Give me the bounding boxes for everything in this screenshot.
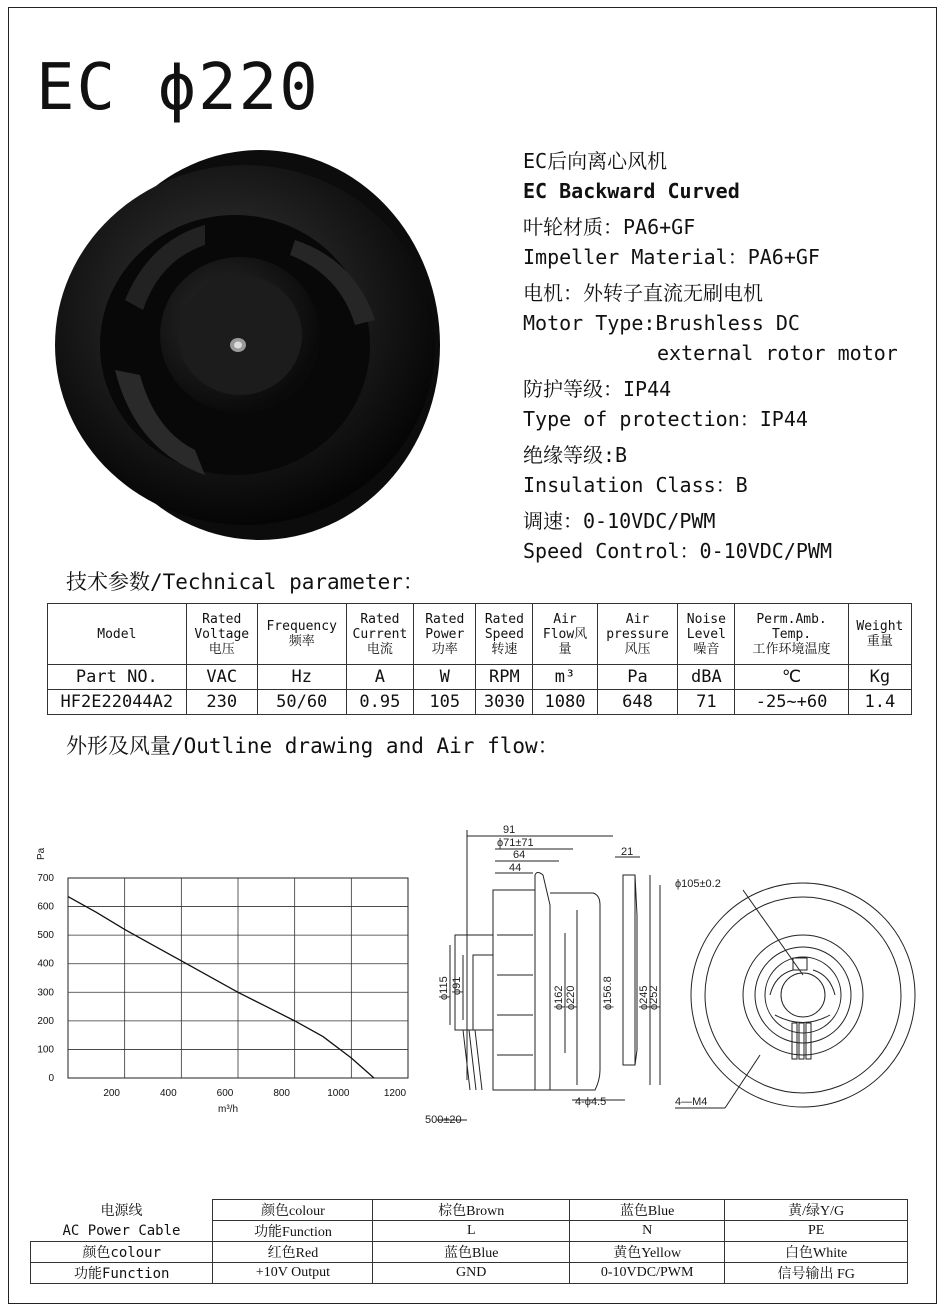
spec-motor-en-2: external rotor motor	[657, 341, 898, 365]
y-tick-label: 0	[48, 1073, 54, 1084]
section-outline-drawing: 外形及风量/Outline drawing and Air flow：	[66, 734, 559, 758]
unit-cell: Hz	[257, 665, 346, 690]
spec-insulation-en: Insulation Class：B	[523, 473, 748, 497]
spec-type-zh: EC后向离心风机	[523, 149, 668, 173]
svg-text:ϕ156.8: ϕ156.8	[602, 976, 614, 1010]
profile-view-labels	[575, 846, 660, 1108]
wiring-cell: 黄色Yellow	[570, 1242, 725, 1263]
spec-speed-zh: 调速：0-10VDC/PWM	[523, 509, 716, 533]
svg-text:500±20: 500±20	[425, 1114, 462, 1126]
value-cell: 71	[678, 690, 735, 715]
wiring-row	[31, 1221, 908, 1242]
x-tick-label: 600	[216, 1088, 234, 1099]
unit-cell: Kg	[848, 665, 911, 690]
unit-cell: ℃	[735, 665, 848, 690]
header-voltage: Rated Voltage 电压	[186, 604, 257, 665]
wiring-label-colour: 颜色colour	[31, 1242, 213, 1263]
wiring-cell: PE	[725, 1221, 908, 1242]
svg-text:ϕ91: ϕ91	[451, 976, 463, 995]
x-tick-label: 1000	[327, 1088, 350, 1099]
airflow-pressure-chart	[28, 840, 428, 1120]
wiring-cell: 颜色colour	[213, 1200, 373, 1221]
wiring-cell: 棕色Brown	[373, 1200, 570, 1221]
wiring-row	[31, 1200, 908, 1221]
y-tick-label: 600	[37, 901, 54, 913]
wiring-row	[31, 1242, 908, 1263]
header-noise: Noise Level 噪音	[678, 604, 735, 665]
value-cell: 105	[414, 690, 476, 715]
x-tick-label: 800	[273, 1088, 291, 1099]
y-tick-label: 700	[37, 873, 54, 884]
svg-text:4—M4: 4—M4	[675, 1096, 708, 1108]
value-cell: 50/60	[257, 690, 346, 715]
front-view	[675, 883, 915, 1108]
parameter-unit-row	[48, 665, 912, 690]
svg-text:ϕ162: ϕ162	[553, 985, 565, 1010]
wiring-cell: 蓝色Blue	[373, 1242, 570, 1263]
spec-speed-en: Speed Control：0-10VDC/PWM	[523, 539, 832, 563]
side-view	[437, 830, 613, 1120]
y-tick-label: 500	[37, 930, 54, 942]
unit-cell: Part NO.	[48, 665, 187, 690]
parameter-header-row	[48, 604, 912, 665]
parameter-table	[47, 603, 912, 715]
y-tick-label: 200	[37, 1015, 54, 1027]
spec-motor-en: Motor Type:Brushless DC	[523, 311, 800, 335]
spec-protection-zh: 防护等级：IP44	[523, 377, 672, 401]
header-speed: Rated Speed 转速	[476, 604, 533, 665]
wiring-row	[31, 1263, 908, 1284]
wiring-cell: +10V Output	[213, 1263, 373, 1284]
header-temperature: Perm.Amb. Temp. 工作环境温度	[735, 604, 848, 665]
y-axis-label: Pa	[36, 847, 47, 860]
header-weight: Weight 重量	[848, 604, 911, 665]
x-tick-label: 400	[159, 1088, 177, 1099]
wiring-label-function: 功能Function	[31, 1263, 213, 1284]
unit-cell: m³	[533, 665, 597, 690]
unit-cell: A	[346, 665, 414, 690]
page-title: EC ϕ220	[36, 51, 320, 125]
header-pressure: Air pressure 风压	[597, 604, 678, 665]
spec-impeller-en: Impeller Material：PA6+GF	[523, 245, 820, 269]
svg-text:44: 44	[509, 862, 522, 874]
x-tick-label: 1200	[383, 1088, 407, 1099]
wiring-label-cable-zh: 电源线	[31, 1200, 213, 1221]
wiring-cell: 白色White	[725, 1242, 908, 1263]
svg-text:21: 21	[621, 846, 634, 858]
value-cell: -25~+60	[735, 690, 848, 715]
fan-product-image	[55, 150, 445, 550]
wiring-label-cable-en: AC Power Cable	[31, 1221, 213, 1242]
unit-cell: W	[414, 665, 476, 690]
y-tick-label: 300	[37, 987, 54, 999]
value-cell: 648	[597, 690, 678, 715]
svg-text:91: 91	[503, 824, 516, 836]
header-current: Rated Current 电流	[346, 604, 414, 665]
spec-list	[523, 146, 933, 566]
spec-motor-zh: 电机：外转子直流无刷电机	[523, 281, 763, 305]
svg-text:ϕ245: ϕ245	[638, 985, 650, 1010]
unit-cell: Pa	[597, 665, 678, 690]
value-cell: 0.95	[346, 690, 414, 715]
unit-cell: dBA	[678, 665, 735, 690]
y-tick-label: 100	[37, 1044, 54, 1056]
wiring-cell: 蓝色Blue	[570, 1200, 725, 1221]
svg-text:4-ϕ4.5: 4-ϕ4.5	[575, 1096, 607, 1108]
y-tick-label: 400	[37, 958, 54, 970]
spec-insulation-zh: 绝缘等级:B	[523, 443, 628, 467]
outline-drawing	[425, 815, 925, 1135]
wiring-cell: 信号输出 FG	[725, 1263, 908, 1284]
wiring-cell: GND	[373, 1263, 570, 1284]
x-tick-label: 200	[103, 1088, 121, 1099]
front-view-labels	[675, 878, 721, 1108]
header-frequency: Frequency 频率	[257, 604, 346, 665]
spec-protection-en: Type of protection：IP44	[523, 407, 808, 431]
svg-text:ϕ71±71: ϕ71±71	[497, 837, 534, 849]
wiring-cell: N	[570, 1221, 725, 1242]
svg-text:ϕ220: ϕ220	[565, 985, 577, 1010]
wiring-table	[30, 1199, 908, 1284]
value-cell: 230	[186, 690, 257, 715]
wiring-cell: 功能Function	[213, 1221, 373, 1242]
wiring-cell: 0-10VDC/PWM	[570, 1263, 725, 1284]
x-axis-label: m³/h	[218, 1104, 238, 1115]
unit-cell: VAC	[186, 665, 257, 690]
value-cell: 1.4	[848, 690, 911, 715]
pressure-curve	[68, 897, 374, 1078]
svg-text:64: 64	[513, 849, 526, 861]
value-cell: 1080	[533, 690, 597, 715]
value-cell: 3030	[476, 690, 533, 715]
svg-text:ϕ105±0.2: ϕ105±0.2	[675, 878, 721, 890]
svg-text:ϕ252: ϕ252	[648, 985, 660, 1010]
wiring-cell: L	[373, 1221, 570, 1242]
unit-cell: RPM	[476, 665, 533, 690]
parameter-value-row	[48, 690, 912, 715]
wiring-cell: 黄/绿Y/G	[725, 1200, 908, 1221]
svg-text:ϕ115: ϕ115	[438, 976, 450, 1000]
wiring-cell: 红色Red	[213, 1242, 373, 1263]
header-airflow: Air Flow风 量	[533, 604, 597, 665]
spec-impeller-zh: 叶轮材质：PA6+GF	[523, 215, 696, 239]
section-technical-parameter: 技术参数/Technical parameter：	[66, 570, 424, 594]
value-cell: HF2E22044A2	[48, 690, 187, 715]
spec-type-en: EC Backward Curved	[523, 179, 740, 203]
header-power: Rated Power 功率	[414, 604, 476, 665]
header-model: Model	[48, 604, 187, 665]
